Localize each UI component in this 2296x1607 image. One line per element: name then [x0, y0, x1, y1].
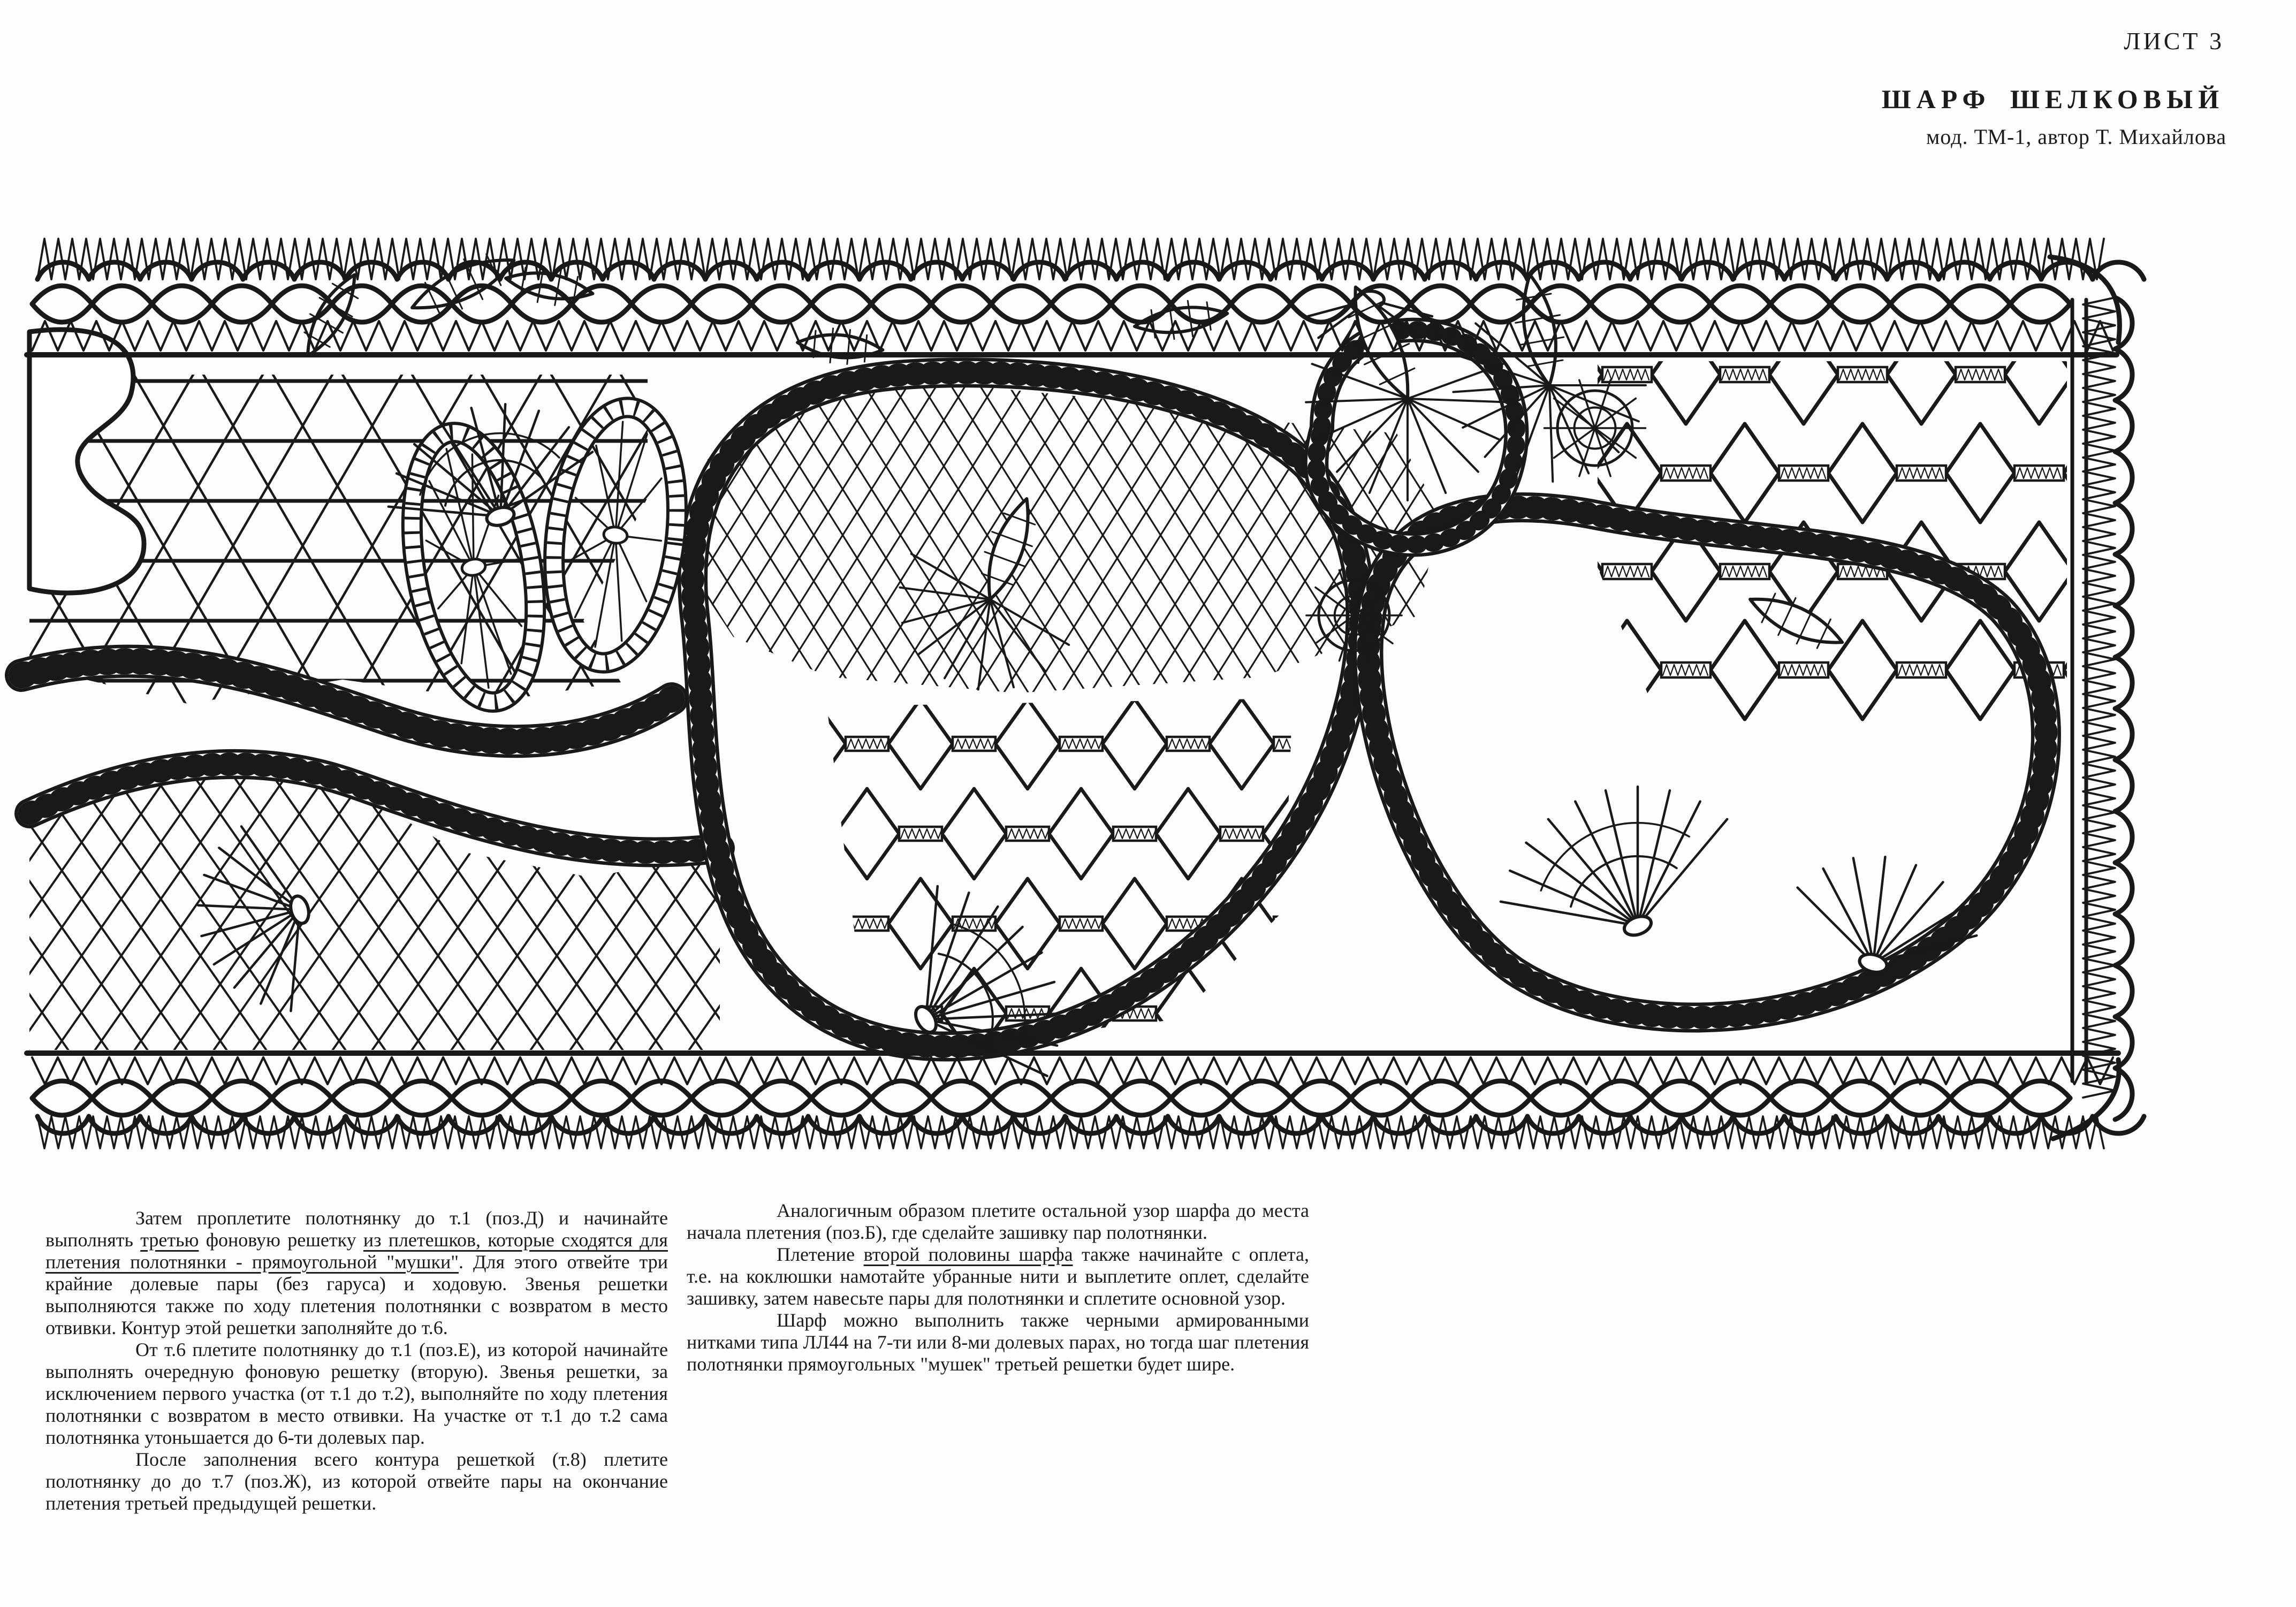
paragraph: После заполнения всего контура решеткой (т.8) плетите полотнянку до до т.7 (поз.Ж), из которой отвейте пары на окончание плетения третьей предыдущей решетки. — [45, 1449, 668, 1514]
model-author-line: мод. ТМ-1, автор Т. Михайлова — [1926, 125, 2226, 149]
paragraph: Шарф можно выполнить также черными армированными нитками типа ЛЛ44 на 7-ти или 8-ми долевых парах, но тогда шаг плетения полотнянки прямоугольных "мушек" третьей решетки будет шире. — [687, 1309, 1309, 1375]
instructions-left-column — [45, 1207, 668, 1514]
paragraph: Затем проплетите полотнянку до т.1 (поз.Д) и начинайте выполнять третью фоновую решетку из плетешков, которые сходятся для плетения полотнянки - прямоугольной "мушки". Для этого отвейте три крайние долевые пары (без гаруса) и ходовую. Звенья решетки выполняются также по ходу плетения полотнянки с возвратом в место отвивки. Контур этой решетки заполняйте до т.6. — [45, 1207, 668, 1338]
paragraph: Плетение второй половины шарфа также начинайте с оплета, т.е. на коклюшки намотайте убранные нити и выплетите оплет, сделайте зашивку, затем навесьте пары для полотнянки и сплетите основной узор. — [687, 1244, 1309, 1309]
paragraph: От т.6 плетите полотнянку до т.1 (поз.Е), из которой начинайте выполнять очередную фоновую решетку (вторую). Звенья решетки, за исключением первого участка (от т.1 до т.2), выполняйте по ходу плетения полотнянки с возвратом в место отвивки. На участке от т.1 до т.2 сама полотнянка утоньшается до 6-ти долевых пар. — [45, 1339, 668, 1448]
instructions-right-column — [687, 1200, 1309, 1375]
page-title: ШАРФ ШЕЛКОВЫЙ — [1881, 84, 2224, 114]
paragraph: Аналогичным образом плетите остальной узор шарфа до места начала плетения (поз.Б), где сделайте зашивку пар полотнянки. — [687, 1200, 1309, 1243]
sheet-label: ЛИСТ 3 — [2124, 27, 2224, 55]
